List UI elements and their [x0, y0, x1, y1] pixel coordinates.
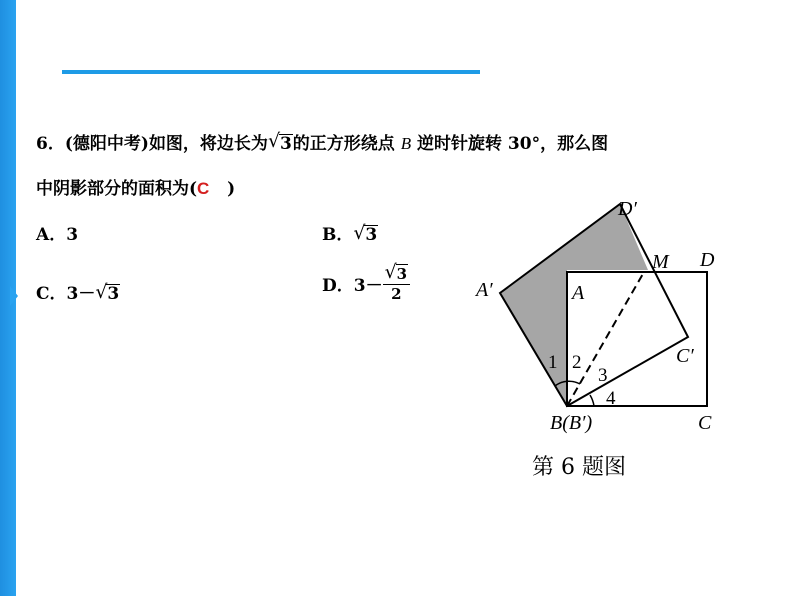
sqrt-side-length: √ 3 — [267, 130, 292, 154]
angle-label-3: 3 — [598, 365, 608, 386]
label-d: D — [700, 249, 715, 271]
option-c[interactable]: C．3－ √ 3 — [36, 281, 120, 304]
label-b: B(B′) — [550, 412, 593, 434]
shaded-region — [500, 204, 648, 406]
radical-sign-icon: √ — [384, 261, 397, 283]
question-text-part-2: 的正方形绕点 — [292, 134, 395, 154]
question-source: (德阳中考) — [64, 134, 149, 154]
left-accent-bar — [0, 0, 16, 596]
label-c-prime: C′ — [676, 345, 694, 367]
angle-label-1: 1 — [548, 352, 558, 373]
question-line-1 — [36, 132, 608, 156]
angle-label-2: 2 — [572, 352, 582, 373]
question-text-part-3: 逆时针旋转 30°，那么图 — [417, 134, 609, 154]
side-notch-icon — [10, 286, 18, 306]
angle-label-4: 4 — [606, 388, 616, 409]
question-line-2 — [36, 177, 235, 201]
header-divider — [62, 70, 480, 74]
figure-caption: 第 6 题图 — [532, 455, 626, 480]
option-d[interactable]: D．3－ √ 3 2 — [322, 264, 410, 303]
option-a[interactable]: A．3 — [36, 225, 79, 245]
question-number: 6． — [36, 134, 65, 154]
question-text-line-2: 中阴影部分的面积为( — [36, 179, 198, 199]
label-m: M — [652, 251, 669, 273]
angle-arc-4 — [590, 395, 594, 406]
label-c: C — [698, 412, 712, 434]
radical-sign-icon: √ — [353, 222, 366, 244]
radical-sign-icon: √ — [95, 281, 108, 303]
question-text-part-1: 如图，将边长为 — [148, 134, 268, 154]
close-paren: ) — [227, 179, 236, 199]
label-a-prime: A′ — [476, 279, 493, 301]
option-c-sqrt: √ 3 — [95, 281, 120, 304]
answer-mark: C — [197, 179, 210, 198]
radical-sign-icon: √ — [267, 130, 281, 152]
label-d-prime: D′ — [618, 198, 637, 220]
option-b-sqrt: √ 3 — [353, 222, 378, 245]
option-b[interactable]: B． √ 3 — [322, 222, 378, 245]
label-a: A — [572, 282, 585, 304]
option-d-fraction: √ 3 2 — [383, 264, 410, 303]
geometry-figure — [470, 192, 760, 492]
point-label: B — [400, 134, 412, 153]
